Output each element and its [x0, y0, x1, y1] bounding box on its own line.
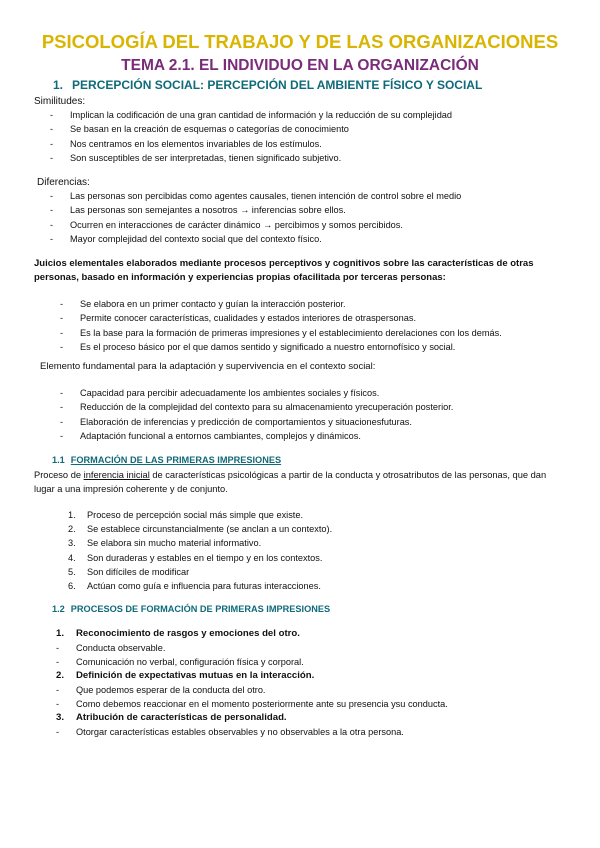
subsection-heading-1-1: 1.1 FORMACIÓN DE LAS PRIMERAS IMPRESIONES [52, 455, 282, 465]
sub11-paragraph: Proceso de inferencia inicial de características psicológicas a partir de la conducta y otrosatributos de las personas, que dan lugar a una impresión coherente y de conjunto. [34, 470, 547, 494]
document-page: PSICOLOGÍA DEL TRABAJO Y DE LAS ORGANIZACIONES TEMA 2.1. EL INDIVIDUO EN LA ORGANIZACIÓN 1. PERCEPCIÓN SOCIAL: PERCEPCIÓN DEL AMBIENTE FÍSICO Y SOCIAL Similitudes: - Implican la codificación de una gran cantidad de información y la reducción de su complejidad - Se basan en la creación de esquemas o categorías de conocimiento - Nos centramos en los elementos invariables de los estímulos. - Son susceptibles de ser interpretadas, tienen significado subjetivo. Diferencias: - Las personas son percibidas como agentes causales, tienen intención de control sobre el medio - Las personas son semejantes a nosotros → inferencias sobre ellos. - Ocurren en interacciones de carácter dinámico → percibimos y somos percibidos. - Mayor complejidad del contexto social que del contexto físico. Juicios elementales elaborados mediante procesos perceptivos y cognitivos sobre las características de otras personas, basado en información y experiencias propias ofacilitada por terceras personas: - Se elabora en un primer contacto y guían la interacción posterior. - Permite conocer características, cualidades y estados interiores de otraspersonas. - Es la base para la formación de primeras impresiones y el establecimiento derelaciones con los demás. - Es el proceso básico por el que damos sentido y significado a nuestro entornofísico y social. Elemento fundamental para la adaptación y supervivencia en el contexto social: - Capacidad para percibir adecuadamente los ambientes sociales y físicos. - Reducción de la complejidad del contexto para su almacenamiento yrecuperación posterior. - Elaboración de inferencias y predicción de comportamientos y situacionesfuturas. - Adaptación funcional a entornos cambiantes, complejos y dinámicos. 1.1 FORMACIÓN DE LAS PRIMERAS IMPRESIONES Proceso de inferencia inicial de características psicológicas a partir de la conducta y otrosatributos de las personas, que dan lugar a una impresión coherente y de conjunto. 1. Proceso de percepción social más simple que existe. 2. Se establece circunstancialmente (se anclan a un contexto). 3. Se elabora sin mucho material informativo. 4. Son duraderas y estables en el tiempo y en los contextos. 5. Son difíciles de modificar 6. Actúan como guía e influencia para futuras interacciones. 1.2 PROCESOS DE FORMACIÓN DE PRIMERAS IMPRESIONES 1. Reconocimiento de rasgos y emociones del otro. - Conducta observable. - Comunicación no verbal, configuración física y corporal. 2. Definición de expectativas mutuas en la interacción. - Que podemos esperar de la conducta del otro. - Como debemos reaccionar en el momento posteriormente ante su presencia ysu conducta. 3. Atribución de características de personalidad. - Otorgar características estables observables y no observables a la otra persona. [0, 0, 600, 848]
section-number: 1. [53, 78, 64, 92]
document-subtitle: TEMA 2.1. EL INDIVIDUO EN LA ORGANIZACIÓN [121, 57, 479, 74]
section-label: PERCEPCIÓN SOCIAL: PERCEPCIÓN DEL AMBIENTE FÍSICO Y SOCIAL [72, 78, 483, 92]
juicios-paragraph: Juicios elementales elaborados mediante procesos perceptivos y cognitivos sobre las características de otras personas, basado en información y experiencias propias ofacilitada por terceras personas: [34, 258, 534, 283]
subsection-heading-1-2: 1.2 PROCESOS DE FORMACIÓN DE PRIMERAS IMPRESIONES [52, 604, 331, 614]
section-heading-1 [53, 78, 482, 92]
elemento-paragraph: Elemento fundamental para la adaptación y supervivencia en el contexto social: [40, 361, 376, 372]
similitudes-label: Similitudes: [34, 96, 86, 107]
diferencias-label: Diferencias: [37, 177, 90, 188]
document-title: PSICOLOGÍA DEL TRABAJO Y DE LAS ORGANIZACIONES [41, 31, 559, 52]
inferencia-inicial-term: inferencia inicial [83, 470, 150, 480]
